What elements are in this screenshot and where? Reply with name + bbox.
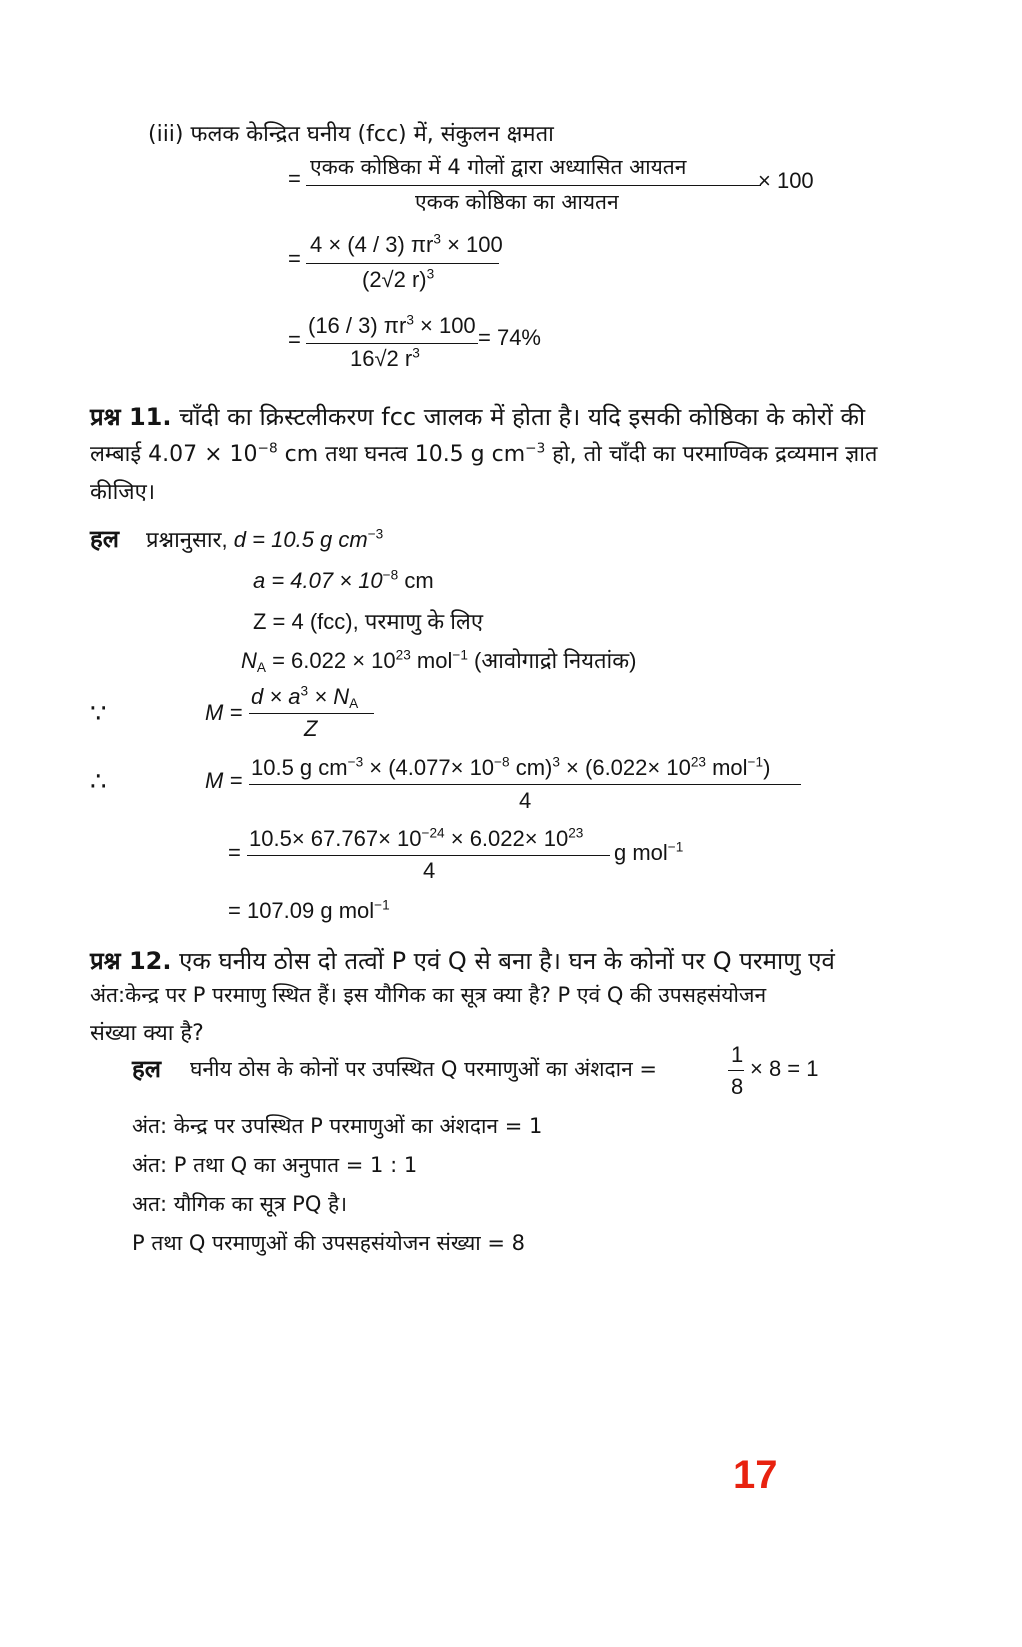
solution-12-line-3: अंत: P तथा Q का अनुपात = 1 : 1 [132, 1153, 418, 1177]
formula-3-unit: g mol$^{-1}$ [614, 839, 684, 865]
fcc-frac3-line [306, 343, 478, 344]
fcc-frac1-denominator: एकक कोष्ठिका का आयतन [415, 190, 619, 214]
therefore-symbol: ∴ [90, 766, 107, 796]
question-12-line-3: संख्या क्या है? [90, 1021, 204, 1046]
formula-1-denominator: Z [304, 716, 318, 741]
fcc-frac2-line [306, 263, 499, 264]
question-11-line-1: प्रश्न 11. चाँदी का क्रिस्टलीकरण fcc जालक में होता है। यदि इसकी कोष्ठिका के कोरों की [90, 403, 866, 431]
formula-2-numerator: 10.5 g $cm^{-3} \times (4.077\times 10^{-8}$ $cm)^3 \times (6.022\times 10^{23}$ mol$^{-1}$) [251, 754, 771, 780]
solution-11-final-answer: = 107.09 g mol$^{-1}$ [228, 897, 390, 923]
solution-11-z-value: Z = 4 (fcc), परमाणु के लिए [253, 609, 484, 634]
fcc-frac3-numerator: (16 / 3) $\pi r^3 \times 100$ [308, 312, 476, 338]
fcc-frac1-numerator: एकक कोष्ठिका में 4 गोलों द्वारा अध्यासित आयतन [310, 155, 687, 179]
formula-3-line [247, 855, 610, 856]
solution-12-line-1-result: × 8 = 1 [750, 1056, 819, 1081]
fcc-frac2-denominator: (2√2 r)$^3$ [362, 266, 435, 292]
solution-12-fraction-line [728, 1070, 744, 1071]
fcc-frac1-line [306, 185, 761, 186]
question-11-line-3: कीजिए। [90, 480, 156, 505]
fcc-frac1-multiplier: × 100 [758, 168, 814, 193]
because-symbol: ∵ [90, 698, 107, 728]
formula-3-denominator: 4 [423, 858, 436, 883]
fcc-eq-1: = [288, 166, 301, 191]
question-11-line-2: लम्बाई $4.07 \times 10^{-8}$ cm तथा घनत्व 10.5 g $cm^{-3}$ हो, तो चाँदी का परमाण्विक द्रव्यमान ज्ञात [90, 440, 878, 467]
question-12-line-2: अंत:केन्द्र पर P परमाणु स्थित हैं। इस यौगिक का सूत्र क्या है? P एवं Q की उपसहसंयोजन [90, 983, 767, 1007]
solution-11-given-density: प्रश्नानुसार, d = 10.5 g $cm^{-3}$ [146, 526, 384, 552]
solution-12-line-1: घनीय ठोस के कोनों पर उपस्थित Q परमाणुओं का अंशदान = [190, 1057, 658, 1081]
solution-12-line-4: अत: यौगिक का सूत्र PQ है। [132, 1192, 348, 1216]
solution-12-fraction-denominator: 8 [731, 1074, 744, 1099]
formula-2-line [249, 784, 801, 785]
solution-12-line-2: अंत: केन्द्र पर उपस्थित P परमाणुओं का अंशदान = 1 [132, 1114, 543, 1138]
solution-12-fraction-numerator: 1 [731, 1042, 744, 1067]
fcc-intro: (iii) फलक केन्द्रित घनीय (fcc) में, संकुलन क्षमता [148, 122, 554, 147]
formula-2-denominator: 4 [519, 788, 532, 813]
fcc-frac2-numerator: 4 × (4 / 3) $\pi r^3 \times 100$ [310, 231, 503, 257]
fcc-eq-3: = [288, 327, 301, 352]
formula-1-line [249, 713, 374, 714]
formula-3-numerator: $10.5\times 67.767\times 10^{-24} \times 6.022\times 10^{23}$ [249, 825, 584, 851]
fcc-frac3-denominator: 16√2 $r^3$ [350, 345, 420, 371]
solution-11-label: हल [90, 525, 120, 553]
formula-3-eq: = [228, 840, 241, 865]
molar-mass-lhs-1: M = [205, 700, 243, 725]
solution-11-avogadro: $N_A = 6.022 \times 10^{23}$ mol$^{-1}$ (आवोगाद्रो नियतांक) [241, 647, 637, 675]
solution-12-line-5: P तथा Q परमाणुओं की उपसहसंयोजन संख्या = 8 [132, 1231, 526, 1255]
formula-1-numerator: $d \times a^3 \times N_A$ [251, 683, 359, 711]
molar-mass-lhs-2: M = [205, 768, 243, 793]
page-number: 17 [733, 1453, 778, 1497]
solution-12-label: हल [132, 1055, 162, 1083]
solution-11-edge-length: $a = 4.07 \times 10^{-8}$ cm [253, 567, 434, 593]
fcc-eq-2: = [288, 246, 301, 271]
fcc-result: = 74% [478, 325, 541, 350]
question-12-line-1: प्रश्न 12. एक घनीय ठोस दो तत्वों P एवं Q से बना है। घन के कोनों पर Q परमाणु एवं [90, 947, 835, 975]
